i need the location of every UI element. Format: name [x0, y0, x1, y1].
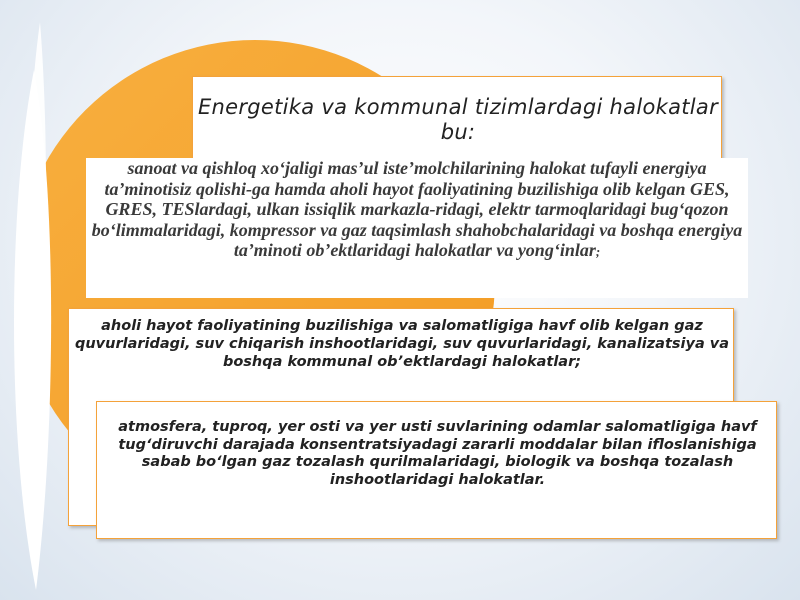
- slide-title: Energetika va kommunal tizimlardagi halokatlar bu:: [197, 95, 719, 144]
- item1-text: [86, 158, 748, 263]
- title-box: [192, 76, 722, 160]
- item3-box: [96, 401, 777, 539]
- item3-text: atmosfera, tuproq, yer osti va yer usti suvlarining odamlar salomatligiga havf tug‘diruvchi darajada konsentratsiyadagi zararli moddalar bilan ifloslanishiga sabab bo‘lgan gaz tozalash qurilmalaridagi, biologik va boshqa tozalash inshootlaridagi halokatlar.: [118, 419, 757, 488]
- item1-end: ;: [595, 244, 601, 259]
- item1-box: [86, 158, 748, 298]
- item2-text: aholi hayot faoliyatining buzilishiga va salomatligiga havf olib kelgan gaz quvurlaridagi, suv chiqarish inshootlaridagi, suv quvurlaridagi, kanalizatsiya va boshqa kommunal ob’ektlardagi halokatlar;: [74, 318, 730, 370]
- item1-body: sanoat va qishloq xo‘jaligi mas’ul iste’molchilarining halokat tufayli energiya ta’minotisiz qolishi-ga hamda aholi hayot faoliyatining buzilishiga olib kelgan GES, GRES, TESlardagi, ulkan issiqlik markazla-ridagi, elektr tarmoqlaridagi bug‘qozon bo‘limmalaridagi, kompressor va gaz taqsimlash shahobchalaridagi va boshqa energiya ta’minoti ob’ektlaridagi halokatlar va yong‘inlar: [91, 158, 743, 260]
